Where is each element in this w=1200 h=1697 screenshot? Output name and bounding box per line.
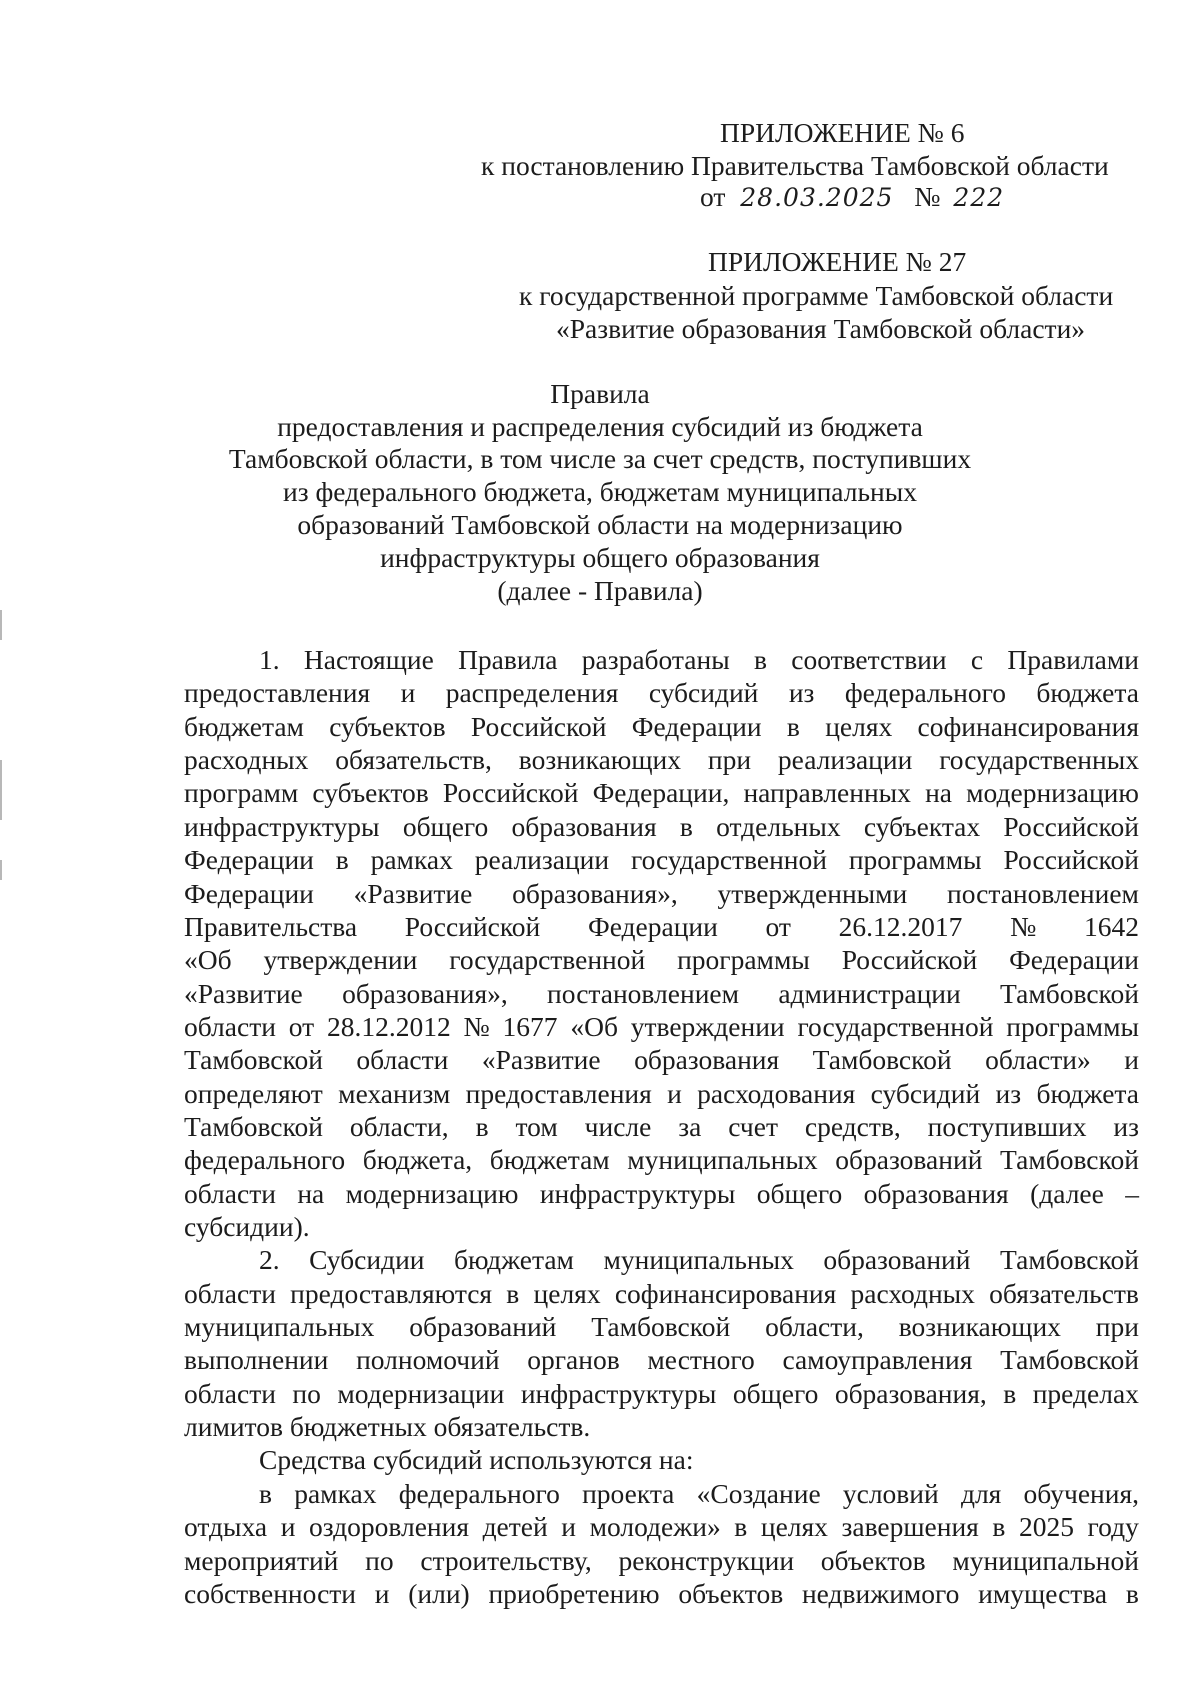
appendix6-date-line <box>700 180 1004 214</box>
appendix27-title: ПРИЛОЖЕНИЕ № 27 <box>708 246 967 277</box>
scan-edge-mark <box>0 860 2 880</box>
body-line: области от 28.12.2012 № 1677 «Об утверждении государственной программы <box>184 1010 1139 1042</box>
body-line: муниципальных образований Тамбовской области, возникающих при <box>184 1311 1139 1342</box>
body-line: 1. Настоящие Правила разработаны в соответствии с Правилами <box>259 644 1139 675</box>
body-line: федерального бюджета, бюджетам муниципальных образований Тамбовской <box>184 1144 1139 1176</box>
body-line: бюджетам субъектов Российской Федерации в целях софинансирования <box>184 710 1139 742</box>
body-line: отдыха и оздоровления детей и молодежи» в целях завершения в 2025 году <box>184 1511 1139 1543</box>
body-line: Федерации в рамках реализации государственной программы Российской <box>184 844 1139 876</box>
body-line: собственности и (или) приобретению объектов недвижимого имущества в <box>184 1577 1139 1609</box>
body-line: Тамбовской области «Развитие образования Тамбовской области» и <box>184 1044 1139 1076</box>
body-line: расходных обязательств, возникающих при реализации государственных <box>184 744 1139 775</box>
body-line: области по модернизации инфраструктуры общего образования, в пределах <box>184 1377 1139 1409</box>
appendix27-line2: к государственной программе Тамбовской области <box>519 280 1114 311</box>
rules-heading-line: образований Тамбовской области на модернизацию <box>297 509 903 540</box>
body-line: мероприятий по строительству, реконструкции объектов муниципальной <box>184 1544 1139 1576</box>
body-line: Средства субсидий используются на: <box>259 1444 694 1476</box>
scan-edge-mark <box>0 760 2 820</box>
rules-heading-title: Правила <box>550 378 650 409</box>
body-line: области предоставляются в целях софинансирования расходных обязательств <box>184 1277 1139 1309</box>
handwritten-date: 28.03.2025 <box>740 183 894 212</box>
handwritten-number: 222 <box>953 183 1005 212</box>
appendix6-title: ПРИЛОЖЕНИЕ № 6 <box>720 117 965 148</box>
body-line: инфраструктуры общего образования в отдельных субъектах Российской <box>184 810 1139 842</box>
rules-heading-line: предоставления и распределения субсидий из бюджета <box>277 411 923 442</box>
body-line: 2. Субсидии бюджетам муниципальных образований Тамбовской <box>259 1244 1139 1276</box>
rules-heading-line: инфраструктуры общего образования <box>380 542 820 573</box>
body-line: Тамбовской области, в том числе за счет средств, поступивших из <box>184 1110 1139 1142</box>
rules-heading-line: из федерального бюджета, бюджетам муниципальных <box>283 476 917 507</box>
body-line: предоставления и распределения субсидий из федерального бюджета <box>184 677 1139 709</box>
body-line: «Развитие образования», постановлением администрации Тамбовской <box>184 977 1139 1009</box>
body-line: программ субъектов Российской Федерации, направленных на модернизацию <box>184 777 1139 809</box>
scan-edge-mark <box>0 610 2 640</box>
rules-heading-line: Тамбовской области, в том числе за счет средств, поступивших <box>228 443 972 474</box>
body-line: Правительства Российской Федерации от 26.12.2017 № 1642 <box>184 910 1139 942</box>
body-line: Федерации «Развитие образования», утвержденными постановлением <box>184 877 1139 909</box>
body-line: субсидии). <box>184 1211 310 1242</box>
body-line: области на модернизацию инфраструктуры общего образования (далее – <box>184 1177 1139 1209</box>
rules-heading-line: (далее - Правила) <box>497 575 703 606</box>
body-line: лимитов бюджетных обязательств. <box>184 1411 591 1443</box>
appendix6-line2: к постановлению Правительства Тамбовской области <box>481 150 1109 181</box>
appendix27-line3: «Развитие образования Тамбовской области» <box>556 313 1086 344</box>
body-line: в рамках федерального проекта «Создание условий для обучения, <box>259 1477 1139 1509</box>
number-sign: № <box>914 181 941 212</box>
body-line: «Об утверждении государственной программы Российской Федерации <box>184 944 1139 976</box>
date-prefix: от <box>700 181 726 212</box>
body-line: определяют механизм предоставления и расходования субсидий из бюджета <box>184 1077 1139 1109</box>
body-line: выполнении полномочий органов местного самоуправления Тамбовской <box>184 1344 1139 1376</box>
